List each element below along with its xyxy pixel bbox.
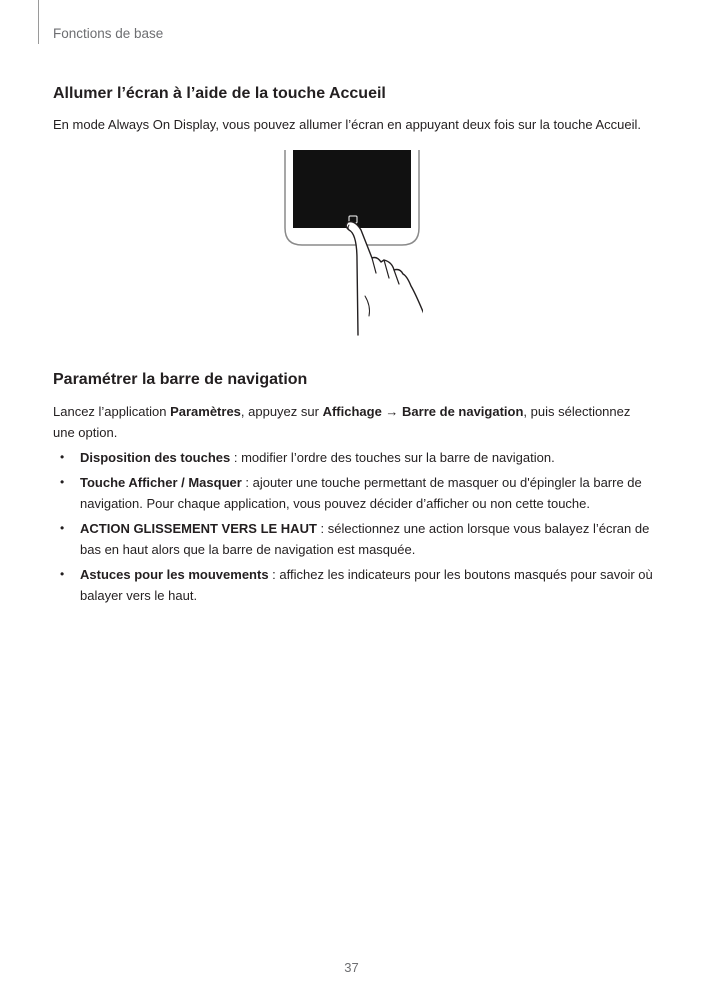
navigation-intro-paragraph [53,401,653,443]
list-item [53,472,653,514]
bullet-icon: • [60,475,65,489]
section-heading-home-key: Allumer l’écran à l’aide de la touche Accueil [53,85,386,102]
list-item [53,564,653,606]
arrow-icon: → [385,404,399,419]
option-term: Astuces pour les mouvements [80,567,269,582]
option-description: : modifier l’ordre des touches sur la barre de navigation. [230,450,555,465]
section-label: Fonctions de base [53,26,164,41]
list-item [53,447,653,468]
bullet-icon: • [60,521,65,535]
section-heading-navigation-bar: Paramétrer la barre de navigation [53,371,308,388]
option-term: Disposition des touches [80,450,231,465]
bullet-icon: • [60,450,65,464]
settings-app-name: Paramètres [170,404,241,419]
list-item [53,518,653,560]
option-description: : affichez les indicateurs pour les boutons masqués pour savoir où balayer vers le haut. [80,567,653,603]
option-description: : sélectionnez une action lorsque vous balayez l’écran de bas en haut alors que la barre de navigation est masquée. [80,521,650,557]
header-rule [38,0,39,44]
intro-text: , appuyez sur [240,404,323,419]
navigation-options-list [53,447,653,610]
option-term: Touche Afficher / Masquer [80,475,242,490]
intro-text: Lancez l’application [53,404,171,419]
home-key-paragraph: En mode Always On Display, vous pouvez allumer l’écran en appuyant deux fois sur la touche Accueil. [53,117,641,132]
option-term: ACTION GLISSEMENT VERS LE HAUT [80,521,317,536]
page-number: 37 [344,960,359,975]
display-menu-name: Affichage [322,404,382,419]
option-description: : ajouter une touche permettant de masquer ou d'épingler la barre de navigation. Pour chaque application, vous pouvez décider d’afficher ou non cette touche. [80,475,642,511]
intro-text: , puis sélectionnez une option. [53,404,631,440]
navigation-bar-menu-name: Barre de navigation [402,404,524,419]
bullet-icon: • [60,567,65,581]
phone-home-key-illustration [283,150,423,340]
